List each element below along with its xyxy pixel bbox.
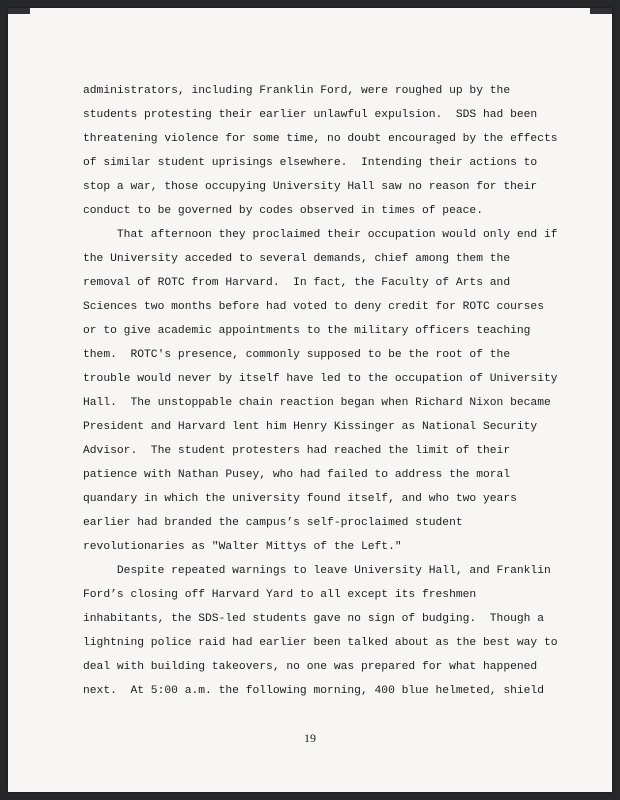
- text-line: Hall. The unstoppable chain reaction began when Richard Nixon became: [83, 397, 551, 409]
- text-line: threatening violence for some time, no doubt encouraged by the effects: [83, 133, 558, 145]
- document-page: [8, 8, 612, 792]
- text-line: administrators, including Franklin Ford, were roughed up by the: [83, 85, 511, 97]
- text-line: inhabitants, the SDS-led students gave no sign of budging. Though a: [83, 613, 544, 625]
- text-line: students protesting their earlier unlawful expulsion. SDS had been: [83, 109, 538, 121]
- text-line: of similar student uprisings elsewhere. Intending their actions to: [83, 157, 538, 169]
- body-text: [83, 79, 558, 703]
- text-line: or to give academic appointments to the military officers teaching: [83, 325, 531, 337]
- text-line: deal with building takeovers, no one was prepared for what happened: [83, 661, 538, 673]
- text-line: Sciences two months before had voted to deny credit for ROTC courses: [83, 301, 544, 313]
- text-line: quandary in which the university found itself, and who two years: [83, 493, 517, 505]
- text-line: Despite repeated warnings to leave University Hall, and Franklin: [83, 565, 551, 577]
- text-line: revolutionaries as "Walter Mittys of the Left.": [83, 541, 402, 553]
- text-line: trouble would never by itself have led to the occupation of University: [83, 373, 558, 385]
- text-line: President and Harvard lent him Henry Kissinger as National Security: [83, 421, 538, 433]
- text-line: removal of ROTC from Harvard. In fact, the Faculty of Arts and: [83, 277, 511, 289]
- page-corner-left: [8, 8, 30, 14]
- page-number: 19: [304, 731, 316, 745]
- text-line: conduct to be governed by codes observed in times of peace.: [83, 205, 483, 217]
- text-line: Ford’s closing off Harvard Yard to all except its freshmen: [83, 589, 477, 601]
- text-line: That afternoon they proclaimed their occupation would only end if: [83, 229, 558, 241]
- page-corner-right: [590, 8, 612, 14]
- text-line: them. ROTC's presence, commonly supposed to be the root of the: [83, 349, 511, 361]
- text-line: lightning police raid had earlier been talked about as the best way to: [83, 637, 558, 649]
- text-line: earlier had branded the campus’s self-proclaimed student: [83, 517, 463, 529]
- text-line: patience with Nathan Pusey, who had failed to address the moral: [83, 469, 511, 481]
- text-line: stop a war, those occupying University Hall saw no reason for their: [83, 181, 538, 193]
- text-line: Advisor. The student protesters had reached the limit of their: [83, 445, 511, 457]
- text-line: next. At 5:00 a.m. the following morning, 400 blue helmeted, shield: [83, 685, 544, 697]
- text-line: the University acceded to several demands, chief among them the: [83, 253, 511, 265]
